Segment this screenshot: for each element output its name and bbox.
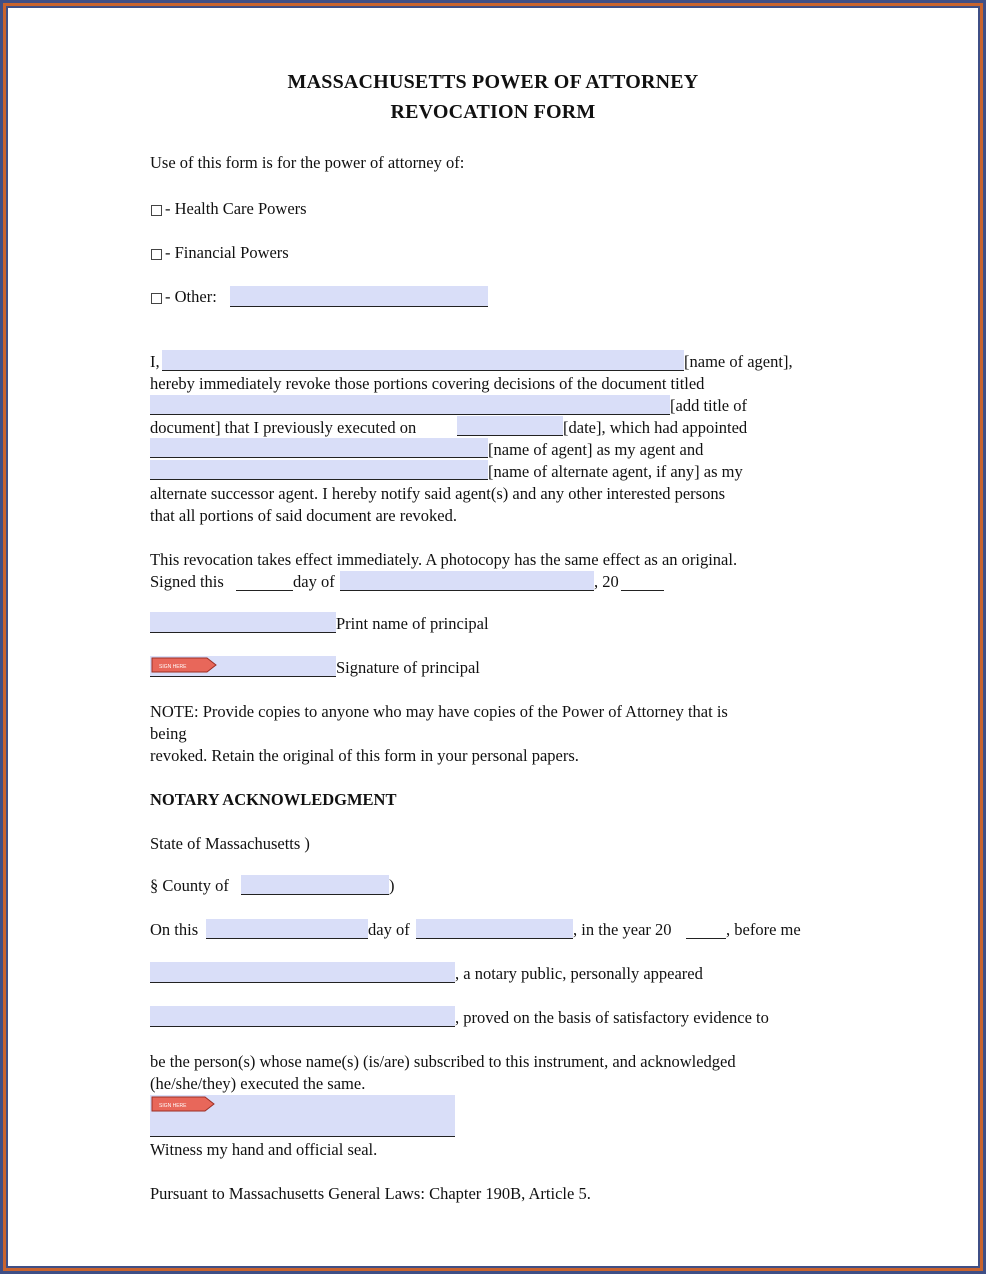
other-label: - Other: <box>165 287 217 306</box>
alternate-agent-field[interactable] <box>150 460 488 480</box>
notary-proved-label: , proved on the basis of satisfactory evidence to <box>455 1008 769 1027</box>
body-line4-b: [date], which had appointed <box>563 418 748 437</box>
financial-label: - Financial Powers <box>165 243 289 262</box>
notary-sign-here-tag-icon <box>151 1096 217 1112</box>
financial-checkbox[interactable] <box>151 249 162 260</box>
signed-year-prefix: , 20 <box>594 572 619 591</box>
body-line2: hereby immediately revoke those portions covering decisions of the document titled <box>150 374 705 393</box>
notary-pursuant: Pursuant to Massachusetts General Laws: Chapter 190B, Article 5. <box>150 1184 591 1203</box>
notary-line-be1: be the person(s) whose name(s) (is/are) subscribed to this instrument, and acknowledged <box>150 1052 736 1071</box>
notary-public-name-field[interactable] <box>150 962 455 983</box>
body-line7: alternate successor agent. I hereby notify said agent(s) and any other interested persons <box>150 484 725 503</box>
signed-year-field[interactable] <box>621 572 664 591</box>
print-name-field[interactable] <box>150 612 336 633</box>
signed-day-of-label: day of <box>293 572 335 591</box>
body-line4-a: document] that I previously executed on <box>150 418 417 437</box>
body-line8: that all portions of said document are revoked. <box>150 506 457 525</box>
document-title-field[interactable] <box>150 395 670 415</box>
health-care-checkbox[interactable] <box>151 205 162 216</box>
agent-name-field[interactable] <box>162 350 684 371</box>
print-name-label: Print name of principal <box>336 614 489 633</box>
body-i: I, <box>150 352 160 371</box>
notary-before-me: , before me <box>726 920 801 939</box>
body-line6: [name of alternate agent, if any] as my <box>488 462 743 481</box>
executed-date-field[interactable] <box>457 416 563 436</box>
form-title-line2: REVOCATION FORM <box>390 101 596 123</box>
appointed-agent-field[interactable] <box>150 438 488 458</box>
add-title-label: [add title of <box>670 396 747 415</box>
effect-line1: This revocation takes effect immediately. A photocopy has the same effect as an original. <box>150 550 738 569</box>
sign-here-text: SIGN HERE <box>159 664 187 670</box>
notary-heading: NOTARY ACKNOWLEDGMENT <box>150 790 397 809</box>
signed-day-field[interactable] <box>236 572 293 591</box>
notary-public-label: , a notary public, personally appeared <box>455 964 703 983</box>
appeared-person-field[interactable] <box>150 1006 455 1027</box>
notary-on-this-label: On this <box>150 920 199 939</box>
notary-witness: Witness my hand and official seal. <box>150 1140 378 1159</box>
note-line1: NOTE: Provide copies to anyone who may have copies of the Power of Attorney that is <box>150 702 728 721</box>
note-line2: being <box>150 724 187 743</box>
notary-county-close: ) <box>389 876 395 895</box>
body-line5: [name of agent] as my agent and <box>488 440 704 459</box>
sign-here-tag-icon <box>151 657 217 673</box>
notary-county-field[interactable] <box>241 875 389 895</box>
signed-month-field[interactable] <box>340 571 594 591</box>
notary-month-field[interactable] <box>416 919 573 939</box>
other-checkbox[interactable] <box>151 293 162 304</box>
name-of-agent-label: [name of agent], <box>684 352 793 371</box>
notary-year-prefix: , in the year 20 <box>573 920 672 939</box>
signature-label: Signature of principal <box>336 658 480 677</box>
notary-sign-here-text: SIGN HERE <box>159 1103 187 1109</box>
notary-county-label: § County of <box>150 876 229 895</box>
notary-line-be2: (he/she/they) executed the same. <box>150 1074 366 1093</box>
notary-year-field[interactable] <box>686 920 726 939</box>
note-line3: revoked. Retain the original of this form in your personal papers. <box>150 746 579 765</box>
signed-this-label: Signed this <box>150 572 224 591</box>
form-title-line1: MASSACHUSETTS POWER OF ATTORNEY <box>287 71 699 93</box>
notary-day-field[interactable] <box>206 919 368 939</box>
notary-state: State of Massachusetts ) <box>150 834 310 853</box>
notary-day-of-label: day of <box>368 920 410 939</box>
health-care-label: - Health Care Powers <box>165 199 307 218</box>
other-field[interactable] <box>230 286 488 307</box>
intro-text: Use of this form is for the power of attorney of: <box>150 153 465 172</box>
